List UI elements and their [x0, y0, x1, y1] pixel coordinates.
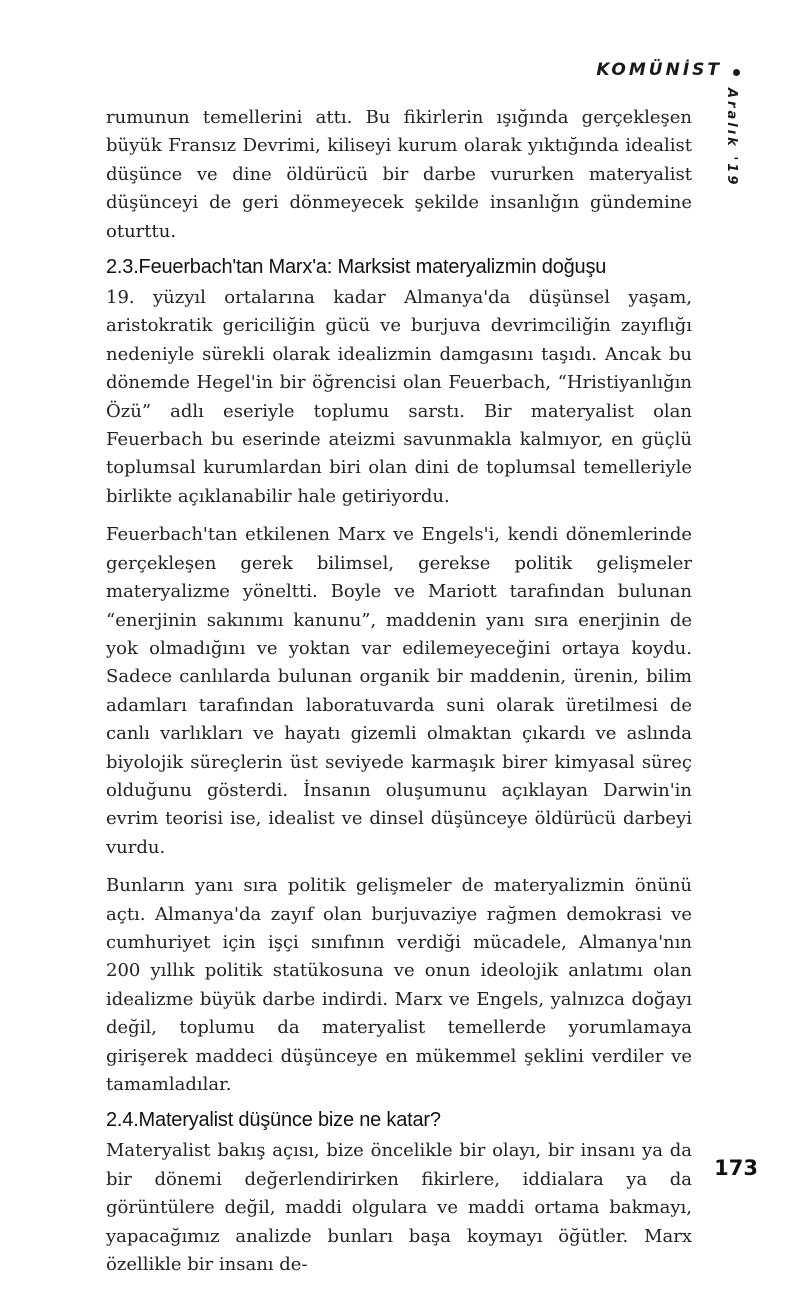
paragraph: Bunların yanı sıra politik gelişmeler de materyalizmin önünü açtı. Almanya'da zayıf olan burjuvaziye rağmen demokrasi ve cumhuriyet için işçi sınıfının verdiği mücadele, Almanya'nın 200 yıllık politik statükosuna ve onun ideolojik anlatımı olan idealizme büyük darbe indirdi. Marx ve Engels, yalnızca doğayı değil, toplumu da materyalist temellerde yorumlamaya girişerek maddeci düşünceye en mükemmel şeklini verdiler ve tamamladılar. — [106, 875, 692, 1095]
paragraph: 19. yüzyıl ortalarına kadar Almanya'da düşünsel yaşam, aristokratik gericiliğin gücü ve burjuva devrimciliğin zayıflığı nedeniyle sürekli olarak idealizmin damgasını taşıdı. Ancak bu dönemde Hegel'in bir öğrencisi olan Feuerbach, “Hristiyanlığın Özü” adlı eseriyle toplumu sarstı. Bir materyalist olan Feuerbach bu eserinde ateizmi savunmakla kalmıyor, en güçlü toplumsal kurumlardan biri olan dini de toplumsal temelleriyle birlikte açıklanabilir hale getiriyordu. — [106, 287, 692, 507]
section-heading: 2.3.Feuerbach'tan Marx'a: Marksist materyalizmin doğuşu — [106, 256, 607, 279]
magazine-title: KOMÜNİST — [596, 60, 722, 80]
paragraph: Feuerbach'tan etkilenen Marx ve Engels'i, kendi dönemlerinde gerçekleşen gerek bilimsel, gerekse politik gelişmeler materyalizme yöneltti. Boyle ve Mariott tarafından bulunan “enerjinin sakınımı kanunu”, maddenin yanı sıra enerjinin de yok olmadığını ve yoktan var edilemeyeceğini ortaya koydu. Sadece canlılarda bulunan organik bir maddenin, ürenin, bilim adamları tarafından laboratuvarda suni olarak üretilmesi de canlı varlıkları ve hayatı gizemli olmaktan çıkardı ve aslında biyolojik süreçlerin üst seviyede karmaşık birer kimyasal süreç olduğunu gösterdi. İnsanın oluşumunu açıklayan Darwin'in evrim teorisi ise, idealist ve dinsel düşünceye öldürücü darbeyi vurdu. — [106, 524, 692, 858]
header-bullet-icon — [733, 69, 740, 76]
paragraph: rumunun temellerini attı. Bu fikirlerin ışığında gerçekleşen büyük Fransız Devrimi, kiliseyi kurum olarak yıktığında idealist düşünce ve dine öldürücü bir darbe vururken materyalist düşünceyi de geri dönmeyecek şekilde insanlığın gündemine oturttu. — [106, 107, 692, 242]
article-body — [106, 104, 692, 1289]
page-number: 173 — [714, 1156, 758, 1180]
section-heading: 2.4.Materyalist düşünce bize ne katar? — [106, 1109, 441, 1132]
issue-date: Aralık '19 — [724, 88, 739, 188]
paragraph: Materyalist bakış açısı, bize öncelikle bir olayı, bir insanı ya da bir dönemi değerlendirirken fikirlere, iddialara ya da görüntülere değil, maddi olgulara ve maddi ortama bakmayı, yapacağımız analizde bunları başa koymayı öğütler. Marx özellikle bir insanı de- — [106, 1140, 692, 1276]
